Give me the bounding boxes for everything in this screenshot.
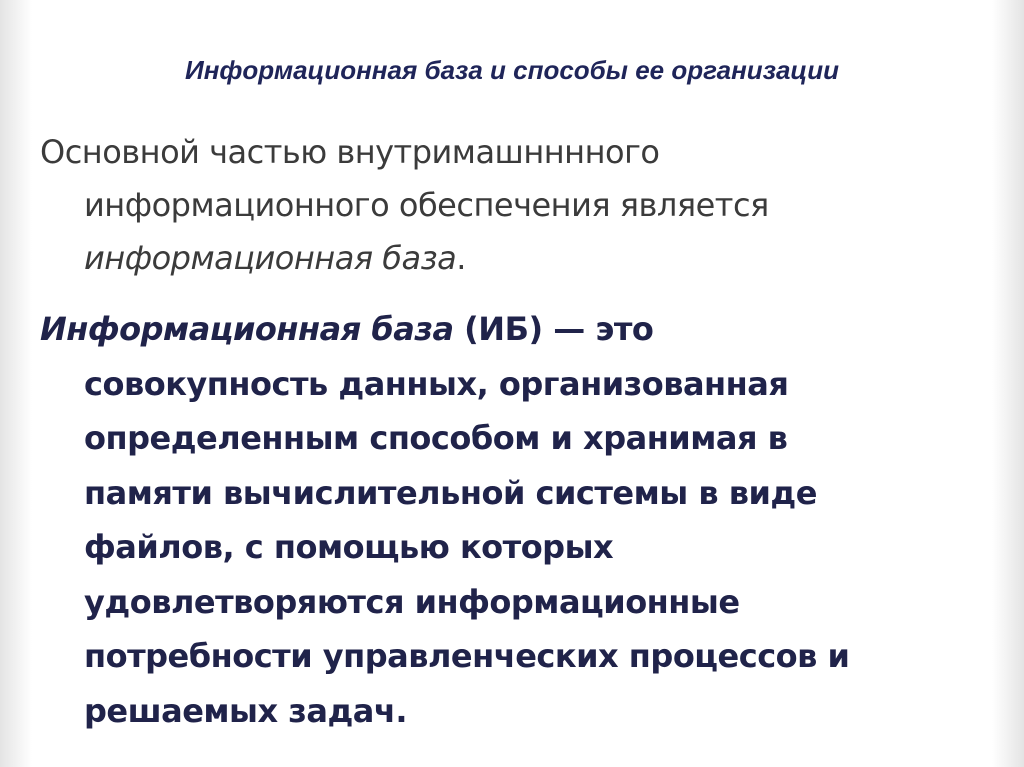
slide-title: Информационная база и способы ее организации: [185, 55, 839, 85]
definition-first-line-rest: (ИБ) — это: [453, 310, 654, 348]
definition-line-7: потребности управленческих процессов и: [84, 637, 850, 675]
paragraph-intro-line-2: информационного обеспечения является: [84, 186, 769, 224]
definition-line-2: совокупность данных, организованная: [84, 364, 789, 403]
left-edge-shade: [0, 0, 32, 767]
paragraph-intro-line-3: [40, 232, 980, 285]
definition-line-4: памяти вычислительной системы в виде: [84, 473, 817, 512]
term-information-base: информационная база: [84, 239, 457, 277]
definition-term: Информационная база: [40, 310, 454, 348]
right-edge-shade: [992, 0, 1024, 767]
definition-line-5: файлов, с помощью которых: [84, 528, 614, 566]
term-suffix: .: [456, 239, 466, 277]
definition-line-8: решаемых задач.: [84, 691, 408, 730]
definition-line-6: удовлетворяются информационные: [84, 582, 740, 621]
paragraph-intro: [40, 126, 980, 285]
paragraph-definition: [40, 302, 980, 738]
paragraph-intro-line-1: Основной частью внутримашнннного: [40, 133, 660, 171]
definition-line-1: [40, 302, 980, 357]
definition-line-3: определенным способом и хранимая в: [84, 419, 788, 457]
